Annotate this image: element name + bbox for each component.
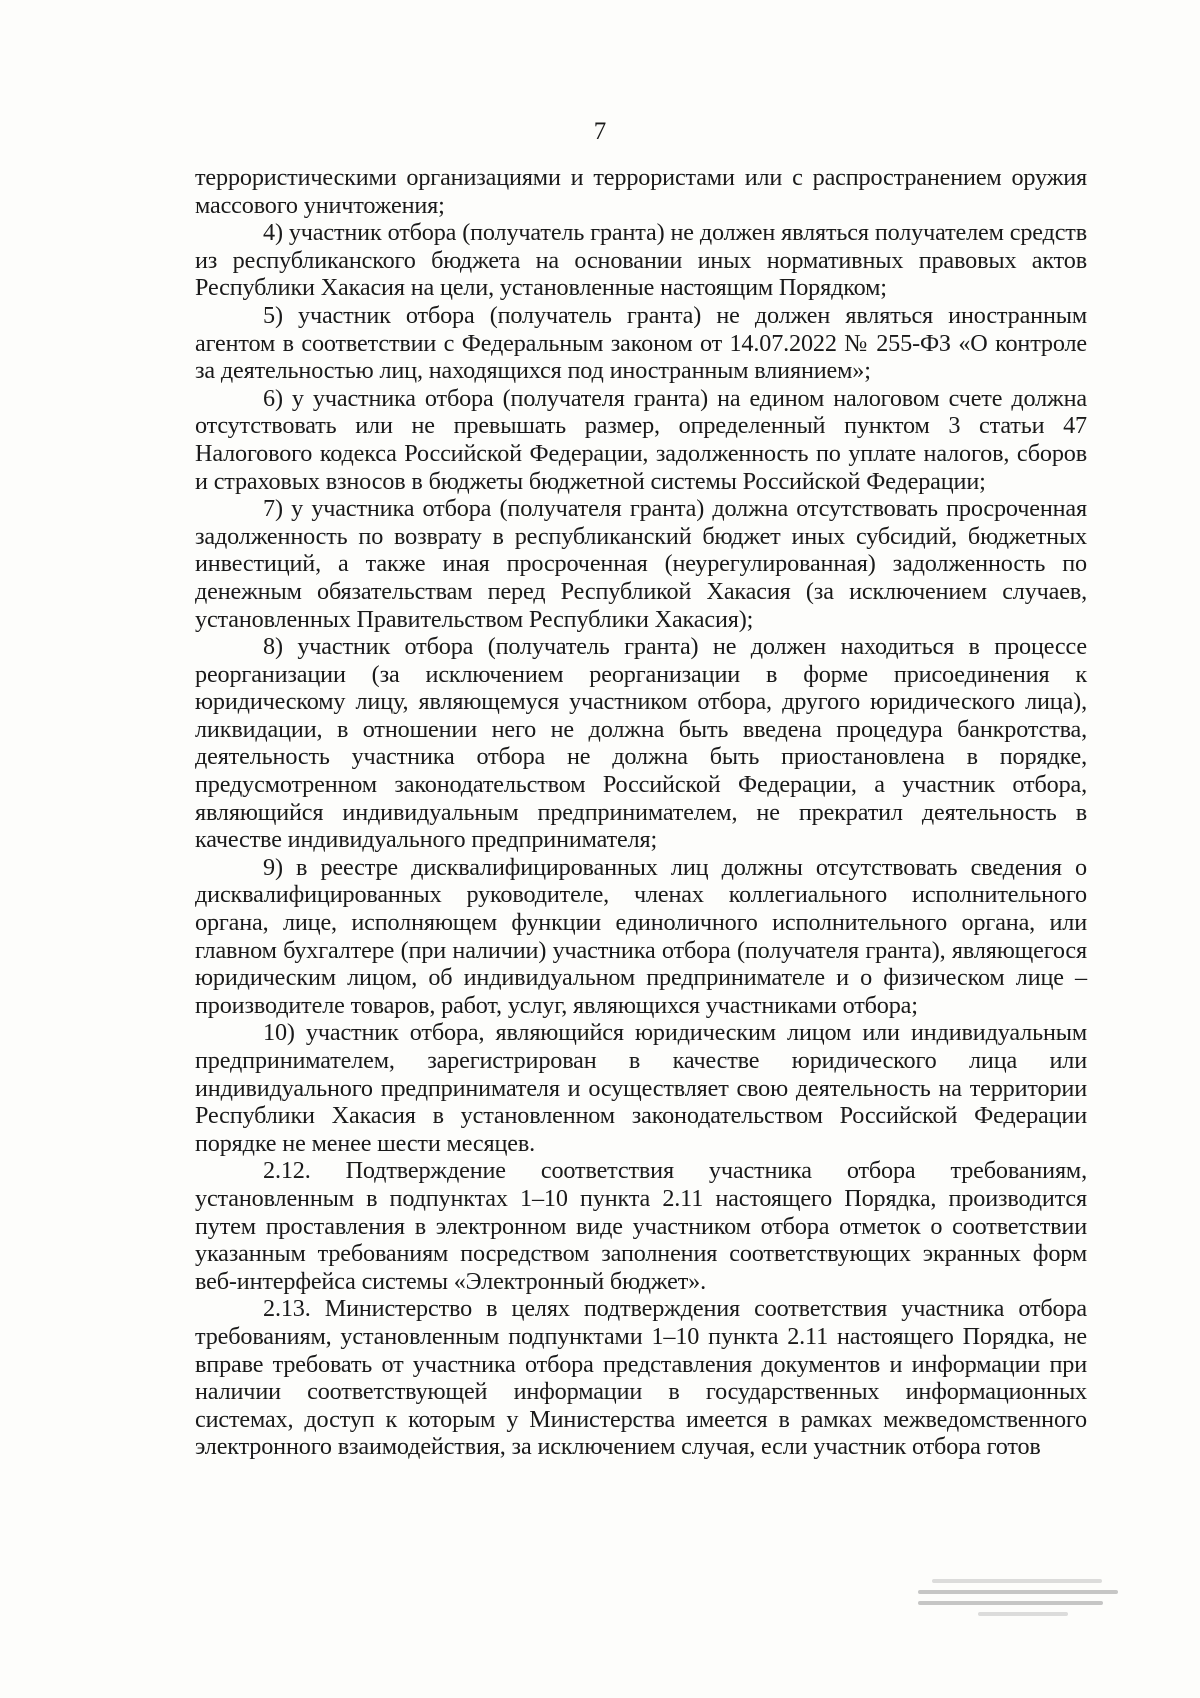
paragraph-item-9: 9) в реестре дисквалифицированных лиц должны отсутствовать сведения о дисквалифицированных руководителе, членах коллегиального исполнительного органа, лице, исполняющем функции единоличного исполнительного органа, или главном бухгалтере (при наличии) участника отбора (получателя гранта), являющегося юридическим лицом, об индивидуальном предпринимателе и о физическом лице – производителе товаров, работ, услуг, являющихся участниками отбора; [195,853,1087,1019]
paragraph-continuation: террористическими организациями и террористами или с распространением оружия массового уничтожения; [195,164,1087,219]
paragraph-item-4: 4) участник отбора (получатель гранта) не должен являться получателем средств из республиканского бюджета на основании иных нормативных правовых актов Республики Хакасия на цели, установленные настоящим Порядком; [195,219,1087,302]
paragraph-item-10: 10) участник отбора, являющийся юридическим лицом или индивидуальным предпринимателем, зарегистрирован в качестве юридического лица или индивидуального предпринимателя и осуществляет свою деятельность на территории Республики Хакасия в установленном законодательством Российской Федерации порядке не менее шести месяцев. [195,1019,1087,1157]
paragraph-2-13: 2.13. Министерство в целях подтверждения соответствия участника отбора требованиям, установленным подпунктами 1–10 пункта 2.11 настоящего Порядка, не вправе требовать от участника отбора представления документов и информации при наличии соответствующей информации в государственных информационных системах, доступ к которым у Министерства имеется в рамках межведомственного электронного взаимодействия, за исключением случая, если участник отбора готов [195,1295,1087,1461]
paragraph-2-12: 2.12. Подтверждение соответствия участника отбора требованиям, установленным в подпунктах 1–10 пункта 2.11 настоящего Порядка, производится путем проставления в электронном виде участником отбора отметок о соответствии указанным требованиям посредством заполнения соответствующих экранных форм веб-интерфейса системы «Электронный бюджет». [195,1157,1087,1295]
paragraph-item-6: 6) у участника отбора (получателя гранта) на едином налоговом счете должна отсутствовать или не превышать размер, определенный пунктом 3 статьи 47 Налогового кодекса Российской Федерации, задолженность по уплате налогов, сборов и страховых взносов в бюджеты бюджетной системы Российской Федерации; [195,384,1087,495]
paragraph-item-5: 5) участник отбора (получатель гранта) не должен являться иностранным агентом в соответствии с Федеральным законом от 14.07.2022 № 255-ФЗ «О контроле за деятельностью лиц, находящихся под иностранным влиянием»; [195,301,1087,385]
document-body [195,164,1087,1461]
paragraph-item-8: 8) участник отбора (получатель гранта) не должен находиться в процессе реорганизации (за исключением реорганизации в форме присоединения к юридическому лицу, являющемуся участником отбора, другого юридического лица), ликвидации, в отношении него не должна быть введена процедура банкротства, деятельность участника отбора не должна быть приостановлена в порядке, предусмотренном законодательством Российской Федерации, а участник отбора, являющийся индивидуальным предпринимателем, не прекратил деятельность в качестве индивидуального предпринимателя; [195,633,1087,854]
paragraph-item-7: 7) у участника отбора (получателя гранта) должна отсутствовать просроченная задолженность по возврату в республиканский бюджет иных субсидий, бюджетных инвестиций, а также иная просроченная (неурегулированная) задолженность по денежным обязательствам перед Республикой Хакасия (за исключением случаев, установленных Правительством Республики Хакасия); [195,495,1087,633]
faded-stamp-mark [918,1572,1128,1628]
page-number: 7 [593,118,607,145]
